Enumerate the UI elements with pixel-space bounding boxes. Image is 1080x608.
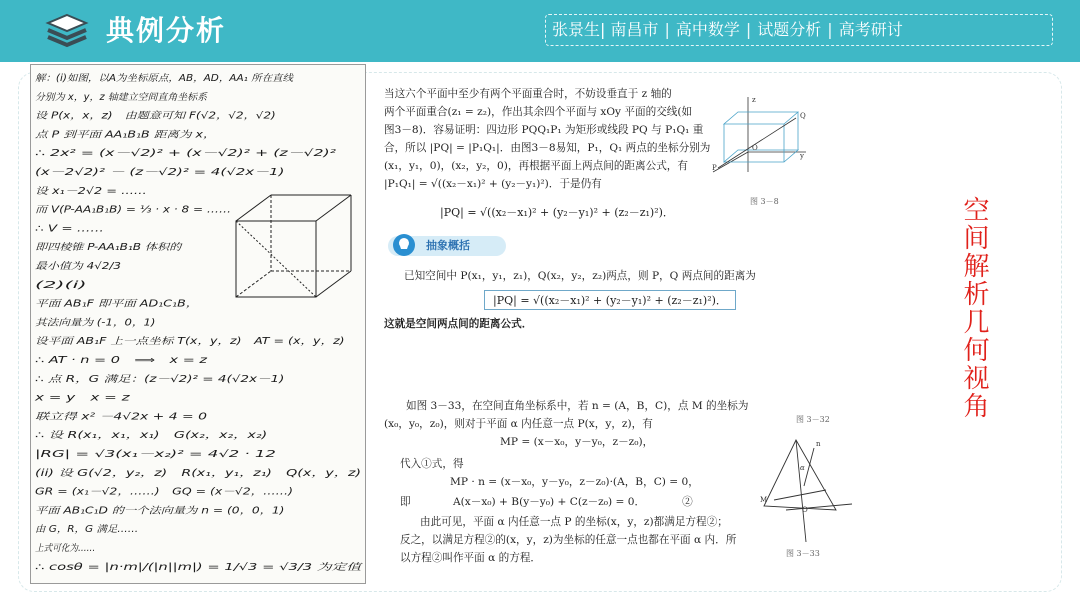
- figure-3-8-caption: 图 3－8: [750, 197, 779, 206]
- side-title: 空间解析几何视角: [959, 196, 989, 420]
- figure-3-33-caption: 图 3－33: [786, 549, 820, 558]
- page-title: 典例分析: [106, 14, 227, 47]
- handwritten-line: 联立得 x² －4√2x + 4 = 0: [35, 411, 208, 423]
- handwritten-line: GR = (x₁－√2，……) GQ = (x－√2，……): [35, 486, 293, 498]
- handwritten-line: 点 P 到平面 AA₁B₁B 距离为 x，: [35, 129, 216, 141]
- handwritten-line: 其法向量为 (-1，0，1): [35, 317, 156, 329]
- handwritten-line: ∴ AT · n = 0 ⟹ x = z: [35, 355, 209, 366]
- handwriting-canvas: [31, 65, 366, 584]
- handwritten-line: 平面 AB₁C₁D 的一个法向量为 n = (0，0，1): [35, 505, 285, 517]
- tb-conclusion: 这就是空间两点间的距离公式．: [384, 318, 533, 330]
- handwritten-line: ∴ 设 R(x₁，x₁，x₁) G(x₂，x₂，x₂): [35, 430, 268, 442]
- tb-para1-line4: 合，所以 |PQ| = |P₁Q₁|．由图3－8易知，P₁，Q₁ 两点的坐标分别为: [384, 142, 711, 154]
- tb-para2-line4: 代入①式，得: [400, 458, 464, 470]
- tag-author: 张景生| 南昌市: [552, 20, 659, 39]
- svg-text:P: P: [712, 164, 717, 172]
- handwritten-line: |RG| = √3(x₁－x₂)² = 4√2 · 12: [35, 449, 276, 460]
- layers-icon: [44, 11, 90, 51]
- handwritten-line: ∴ 点 R，G 满足：(z－√2)² = 4(√2x－1): [35, 373, 285, 385]
- tb-para1-line3: 图3－8)．容易证明：四边形 PQQ₁P₁ 为矩形或线段 PQ 与 P₁Q₁ 重: [384, 124, 704, 136]
- tag-research: 高考研讨: [838, 20, 903, 39]
- tb-para1-line6: |P₁Q₁| = √((x₂－x₁)² + (y₂－y₁)²)．于是仍有: [384, 178, 602, 190]
- svg-text:y: y: [800, 152, 804, 160]
- figure-3-33: [756, 430, 856, 546]
- formula-distance-1: |PQ| = √((x₂－x₁)² + (y₂－y₁)² + (z₂－z₁)²)．: [440, 206, 674, 219]
- handwritten-line: ∴ 2x² = (x－√2)² + (x－√2)² + (z－√2)²: [35, 148, 337, 160]
- handwritten-line: 设平面 AB₁F 上一点坐标 T(x，y，z) AT = (x，y，z): [35, 336, 345, 348]
- tb-para2-line6: 即 A(x－x₀) + B(y－y₀) + C(z－z₀) = 0． ②: [400, 496, 693, 508]
- tb-para2-line5: MP · n = (x－x₀，y－y₀，z－z₀)·(A，B，C) = 0，: [450, 476, 699, 488]
- tb-para2-line3: MP = (x－x₀，y－y₀，z－z₀)，: [500, 436, 654, 448]
- handwritten-line: 即四棱锥 P-AA₁B₁B 体积的: [35, 242, 184, 254]
- handwritten-line: x = y x = z: [33, 392, 132, 404]
- header-bar: [0, 0, 1080, 62]
- svg-text:α: α: [800, 464, 805, 472]
- handwritten-line: 由 G，R，G 满足……: [35, 524, 139, 536]
- svg-text:M: M: [760, 496, 768, 504]
- svg-text:O: O: [802, 506, 808, 514]
- tb-para2-line9: 以方程②叫作平面 α 的方程．: [400, 552, 542, 564]
- handwritten-line: 最小值为 4√2/3: [35, 261, 122, 272]
- svg-text:z: z: [752, 96, 756, 104]
- tag-subject: 高中数学: [675, 20, 740, 39]
- handwritten-solution: [30, 64, 366, 584]
- handwritten-line: (ii) 设 G(√2，y₂，z) R(x₁，y₁，z₁) Q(x，y，z): [35, 467, 361, 479]
- handwritten-line: 设 P(x，x，z) 由题意可知 F(√2，√2，√2): [35, 110, 276, 122]
- handwritten-line: 上式可化为……: [35, 543, 96, 554]
- tb-para2-line1: 如图 3－33，在空间直角坐标系中，若 n = (A，B，C)，点 M 的坐标为: [406, 400, 749, 412]
- figure-3-8: [708, 92, 808, 192]
- tb-para1-line2: 两个平面重合(z₁ = z₂)，作出其余四个平面与 xOy 平面的交线(如: [384, 106, 693, 118]
- handwritten-line: 而 V(P-AA₁B₁B) = ⅓ · x · 8 = ……: [35, 204, 231, 216]
- handwritten-line: 分别为 x，y，z 轴建立空间直角坐标系: [35, 91, 208, 103]
- handwritten-line: 平面 AB₁F 即平面 AD₁C₁B，: [35, 298, 199, 310]
- handwritten-line: 设 x₁－2√2 = ……: [35, 185, 147, 197]
- handwritten-line: (x－2√2)² － (z－√2)² = 4(√2x－1): [35, 167, 285, 178]
- abstract-label: 抽象概括: [426, 239, 470, 252]
- handwritten-line: ∴ V = ……: [35, 223, 104, 235]
- svg-text:n: n: [816, 440, 821, 448]
- tb-para1-line1: 当这六个平面中至少有两个平面重合时，不妨设垂直于 z 轴的: [384, 88, 672, 100]
- formula-distance-2: |PQ| = √((x₂－x₁)² + (y₂－y₁)² + (z₂－z₁)²)．: [484, 290, 736, 310]
- tb-para2-line8: 反之，以满足方程②的(x，y，z)为坐标的任意一点也都在平面 α 内．所: [400, 534, 737, 546]
- svg-text:O: O: [752, 144, 758, 152]
- handwritten-line: 解：(i)如图，以A为坐标原点，AB，AD，AA₁ 所在直线: [35, 73, 295, 84]
- svg-text:Q: Q: [800, 112, 806, 120]
- handwritten-line: (2)(i): [35, 279, 87, 291]
- tb-para1-line5: (x₁，y₁，0)，(x₂，y₂，0)，再根据平面上两点间的距离公式，有: [384, 160, 688, 172]
- cube-sketch: [236, 195, 351, 297]
- tb-abstract-line: 已知空间中 P(x₁，y₁，z₁)，Q(x₂，y₂，z₂)两点，则 P，Q 两点间的距离为: [404, 270, 756, 282]
- tag-analysis: 试题分析: [757, 20, 822, 39]
- figure-3-32-caption: 图 3－32: [796, 415, 830, 424]
- handwritten-line: ∴ cosθ = |n·m|/(|n||m|) = 1/√3 = √3/3 为定值: [35, 561, 364, 573]
- tb-para2-line7: 由此可见，平面 α 内任意一点 P 的坐标(x，y，z)都满足方程②；: [420, 516, 728, 528]
- header-tags: 张景生| 南昌市 | 高中数学 | 试题分析 | 高考研讨: [545, 14, 1053, 46]
- tb-para2-line2: (x₀，y₀，z₀)，则对于平面 α 内任意一点 P(x，y，z)，有: [384, 418, 653, 430]
